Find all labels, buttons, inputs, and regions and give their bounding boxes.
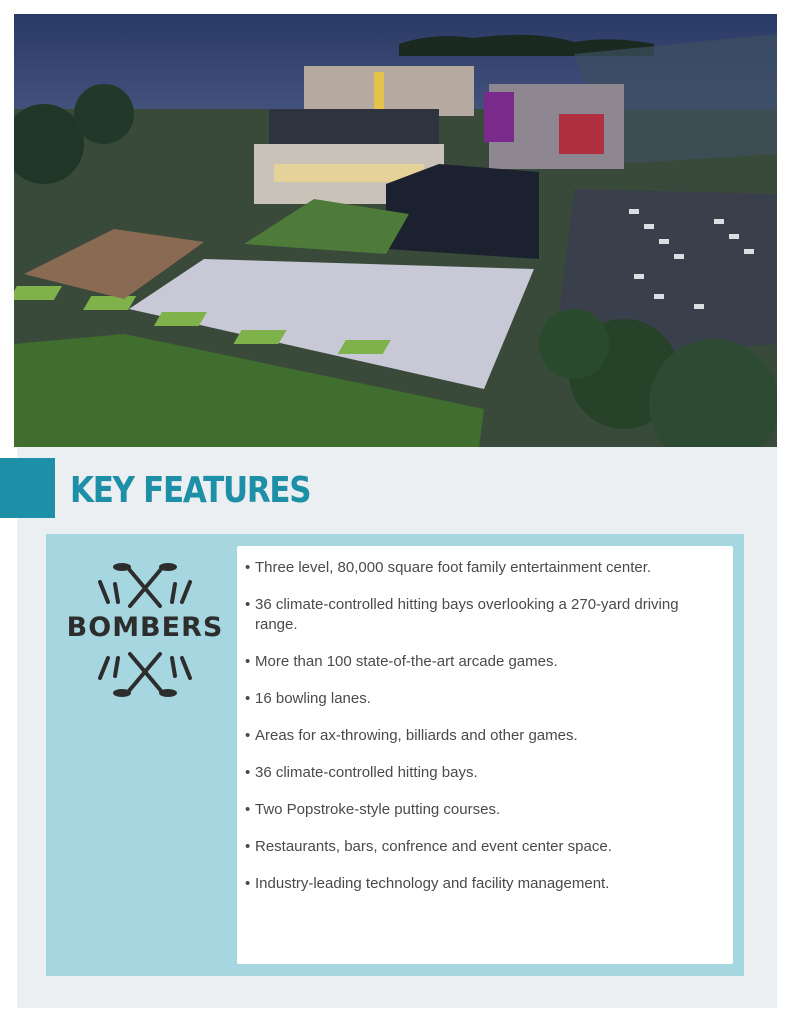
feature-item: • 36 climate-controlled hitting bays overlooking a 270-yard driving range. bbox=[245, 595, 725, 635]
red-sign-wall bbox=[559, 114, 604, 154]
feature-item: • Areas for ax-throwing, billiards and other games. bbox=[245, 726, 725, 746]
car bbox=[634, 274, 644, 279]
car bbox=[744, 249, 754, 254]
hotel-light bbox=[374, 72, 384, 112]
hero-rendering bbox=[14, 14, 777, 447]
neon-facade bbox=[484, 92, 514, 142]
tree-cluster bbox=[539, 309, 609, 379]
car bbox=[654, 294, 664, 299]
feature-item: • Restaurants, bars, confrence and event center space. bbox=[245, 837, 725, 857]
court-5 bbox=[338, 340, 391, 354]
logo-wordmark: BOMBERS bbox=[66, 612, 224, 643]
section-heading: KEY FEATURES bbox=[70, 470, 311, 511]
dark-arena bbox=[386, 164, 539, 259]
court-1 bbox=[14, 286, 62, 300]
bombers-logo bbox=[60, 560, 230, 700]
feature-item: • More than 100 state-of-the-art arcade games. bbox=[245, 652, 725, 672]
heading-accent-bar bbox=[0, 458, 55, 518]
hotel-building bbox=[304, 66, 474, 116]
feature-list bbox=[237, 546, 733, 894]
court-3 bbox=[154, 312, 207, 326]
feature-list-card bbox=[237, 546, 733, 964]
hero-image bbox=[14, 14, 777, 447]
car bbox=[714, 219, 724, 224]
car bbox=[674, 254, 684, 259]
car bbox=[694, 304, 704, 309]
feature-item: • 36 climate-controlled hitting bays. bbox=[245, 763, 725, 783]
car bbox=[729, 234, 739, 239]
car bbox=[629, 209, 639, 214]
court-2 bbox=[83, 296, 136, 310]
feature-item: • Three level, 80,000 square foot family entertainment center. bbox=[245, 558, 725, 578]
car bbox=[644, 224, 654, 229]
tree-cluster bbox=[74, 84, 134, 144]
feature-item: • Two Popstroke-style putting courses. bbox=[245, 800, 725, 820]
feature-item: • Industry-leading technology and facility management. bbox=[245, 874, 725, 894]
car bbox=[659, 239, 669, 244]
feature-item: • 16 bowling lanes. bbox=[245, 689, 725, 709]
court-4 bbox=[233, 330, 286, 344]
